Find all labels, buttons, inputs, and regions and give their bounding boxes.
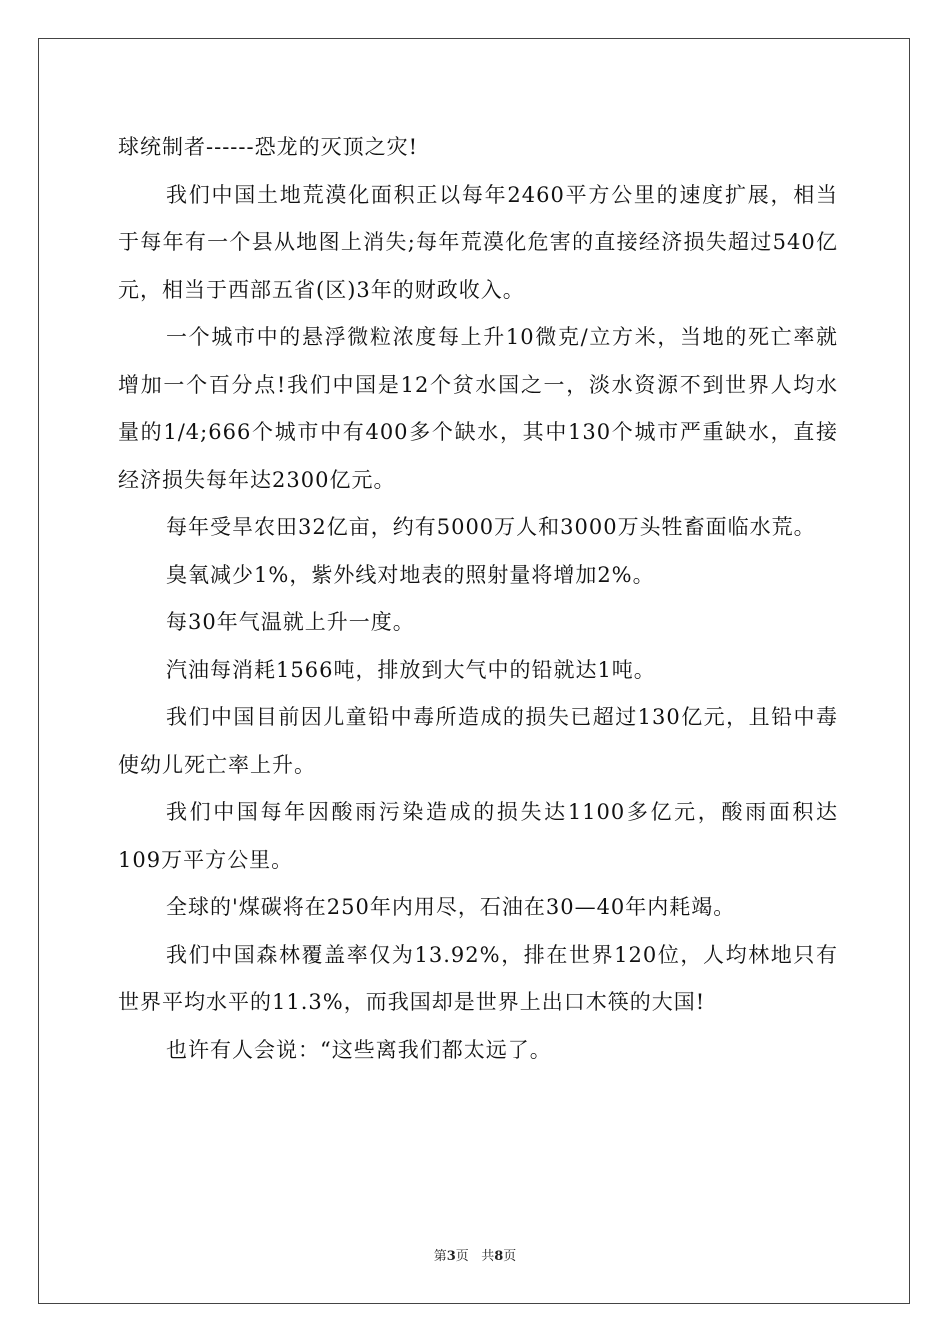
paragraph: 汽油每消耗1566吨，排放到大气中的铅就达1吨。	[166, 657, 656, 682]
paragraph: 每年受旱农田32亿亩，约有5000万人和3000万头牲畜面临水荒。	[166, 515, 816, 539]
total-suffix: 页	[503, 1249, 517, 1264]
page-prefix: 第	[433, 1249, 447, 1264]
page-footer	[0, 1245, 950, 1264]
total-prefix: 共	[481, 1249, 495, 1264]
paragraph: 一个城市中的悬浮微粒浓度每上升10微克/立方米，当地的死亡率就增加一个百分点!我们中国是12个贫水国之一，淡水资源不到世界人均水量的1/4;666个城市中有400多个缺水，其中130个城市严重缺水，直接经济损失每年达2300亿元。	[118, 325, 838, 492]
paragraph: 臭氧减少1%，紫外线对地表的照射量将增加2%。	[166, 562, 655, 587]
document-body	[118, 124, 838, 1074]
paragraph: 球统制者------恐龙的灭顶之灾!	[118, 135, 419, 159]
paragraph: 我们中国目前因儿童铅中毒所造成的损失已超过130亿元，且铅中毒使幼儿死亡率上升。	[118, 705, 838, 777]
total-pages: 8	[494, 1249, 504, 1264]
page-number: 3	[446, 1249, 456, 1264]
paragraph: 全球的'煤碳将在250年内用尽，石油在30—40年内耗竭。	[166, 895, 736, 919]
paragraph: 我们中国土地荒漠化面积正以每年2460平方公里的速度扩展，相当于每年有一个县从地图上消失;每年荒漠化危害的直接经济损失超过540亿元，相当于西部五省(区)3年的财政收入。	[118, 182, 838, 302]
paragraph: 每30年气温就上升一度。	[166, 610, 415, 634]
paragraph: 也许有人会说：“这些离我们都太远了。	[166, 1037, 552, 1062]
paragraph: 我们中国每年因酸雨污染造成的损失达1100多亿元，酸雨面积达109万平方公里。	[118, 800, 838, 872]
page-suffix: 页	[455, 1249, 469, 1264]
paragraph: 我们中国森林覆盖率仅为13.92%，排在世界120位，人均林地只有世界平均水平的11.3%，而我国却是世界上出口木筷的大国!	[118, 942, 838, 1014]
